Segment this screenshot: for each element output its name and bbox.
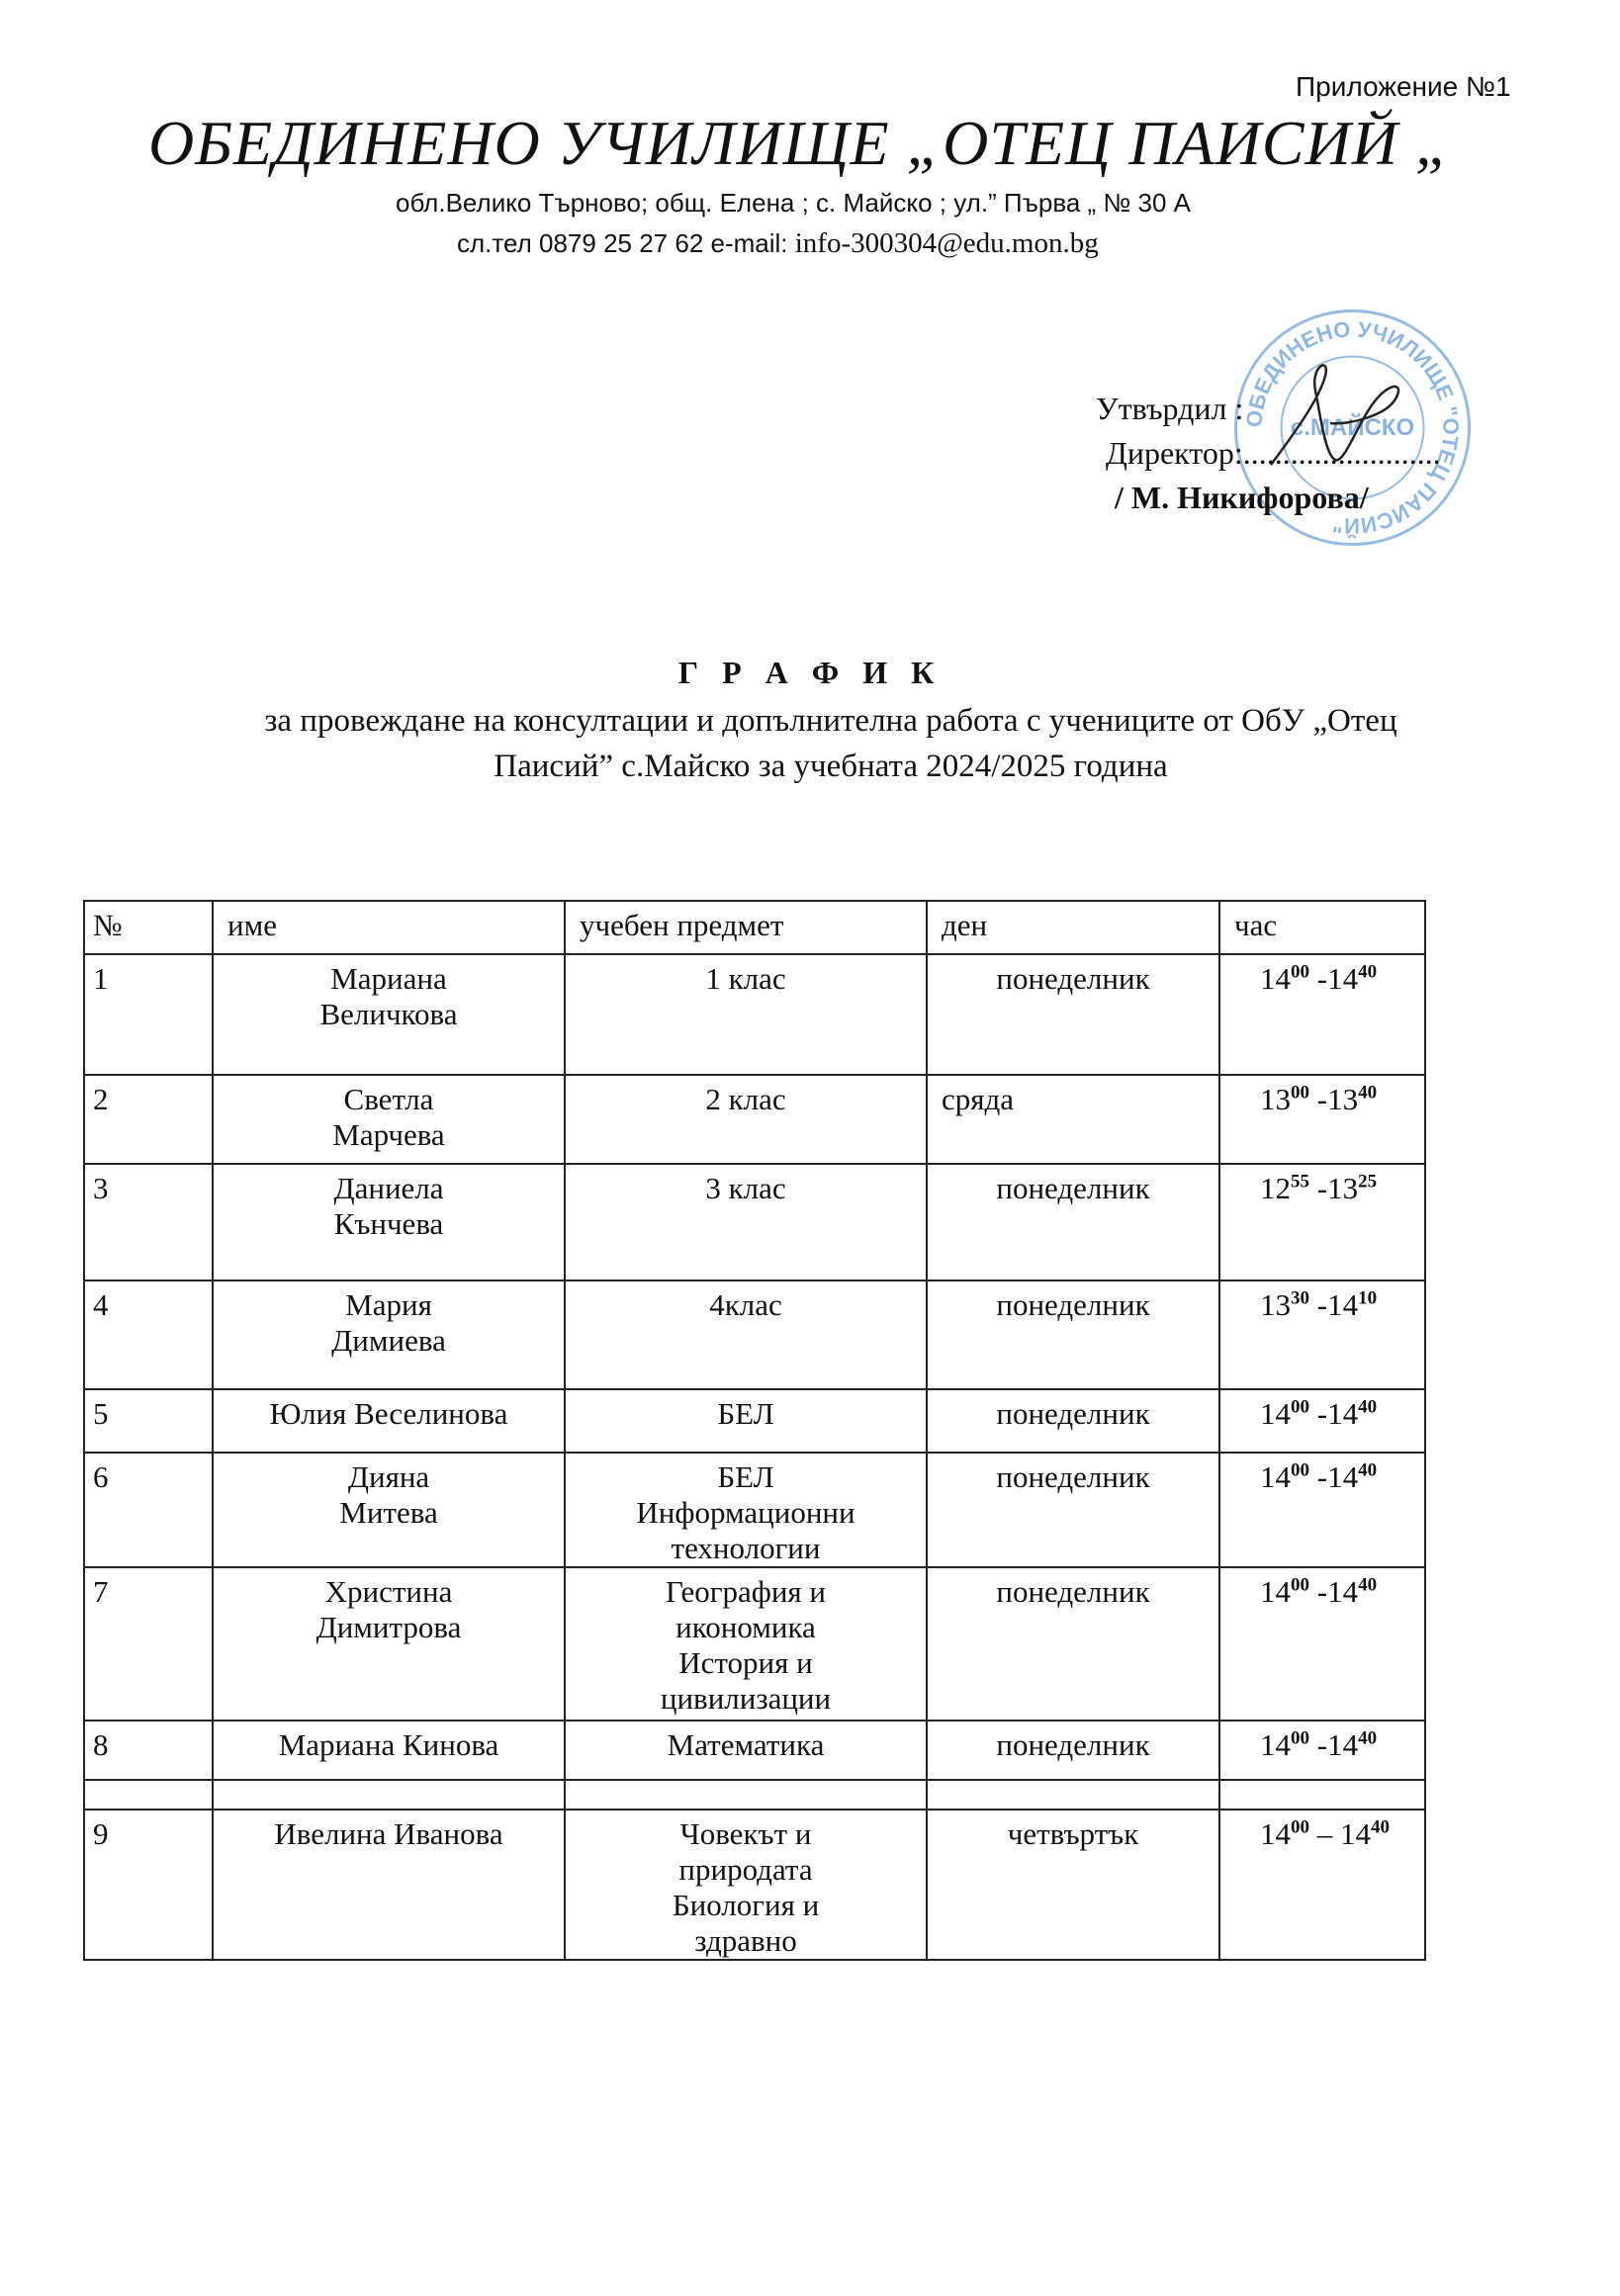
cell-name xyxy=(213,1075,565,1164)
time-separator: - xyxy=(1309,1287,1328,1322)
time-separator: - xyxy=(1309,1082,1328,1116)
time-from-minutes: 55 xyxy=(1291,1171,1309,1192)
cell-time xyxy=(1219,1780,1425,1810)
cell-time xyxy=(1219,1075,1425,1164)
time-separator: - xyxy=(1309,1396,1328,1431)
teacher-name-line: Светла xyxy=(343,1082,434,1116)
teacher-name-line: Мариана Кинова xyxy=(278,1727,499,1762)
time-to-minutes: 40 xyxy=(1358,1459,1378,1481)
stamp-ring-text: ОБЕДИНЕНО УЧИЛИЩЕ "ОТЕЦ ПАИСИЙ" xyxy=(1241,316,1464,539)
cell-name xyxy=(213,1721,565,1780)
subject-line: природата xyxy=(678,1852,813,1887)
cell-name xyxy=(213,1164,565,1280)
time-to-minutes: 40 xyxy=(1358,1396,1378,1418)
subject-line: БЕЛ xyxy=(717,1396,774,1431)
school-phone: сл.тел 0879 25 27 62 e-mail: xyxy=(457,228,795,258)
cell-time xyxy=(1219,1389,1425,1453)
row-number: 9 xyxy=(93,1816,109,1851)
cell-subject xyxy=(565,954,927,1075)
time-separator: - xyxy=(1309,1574,1328,1609)
subject-line: 1 клас xyxy=(705,961,786,996)
cell-time xyxy=(1219,1164,1425,1280)
time-to-minutes: 40 xyxy=(1358,1574,1378,1596)
time-range xyxy=(1260,1396,1377,1431)
time-from-hour: 14 xyxy=(1260,1574,1291,1609)
subtitle-line-1: за провеждане на консултации и допълнителна работа с учениците от ОбУ „Отец xyxy=(264,703,1397,739)
subject-line: 4клас xyxy=(709,1287,782,1322)
time-range xyxy=(1260,1082,1377,1116)
subject-line: здравно xyxy=(694,1923,797,1958)
time-separator: - xyxy=(1309,1459,1328,1494)
cell-subject xyxy=(565,1721,927,1780)
school-email: info-300304@edu.mon.bg xyxy=(794,227,1099,259)
time-separator: - xyxy=(1309,1727,1328,1762)
table-row xyxy=(84,1810,1425,1960)
cell-number xyxy=(84,1780,213,1810)
cell-time xyxy=(1219,954,1425,1075)
subject-line: История и xyxy=(678,1645,813,1680)
school-name: ОБЕДИНЕНО УЧИЛИЩЕ „ОТЕЦ ПАИСИЙ „ xyxy=(148,108,1452,178)
header-name: име xyxy=(213,901,565,954)
time-to-hour: 14 xyxy=(1327,1287,1359,1322)
document-subtitle xyxy=(148,698,1513,789)
row-number: 1 xyxy=(93,961,109,996)
weekday: понеделник xyxy=(996,1459,1150,1494)
teacher-name-line: Димиева xyxy=(331,1323,446,1358)
teacher-name-line: Ивелина Иванова xyxy=(274,1816,503,1851)
weekday: понеделник xyxy=(996,1727,1150,1762)
cell-day xyxy=(927,1389,1219,1453)
teacher-name-line: Митева xyxy=(339,1495,438,1530)
time-from-hour: 14 xyxy=(1260,1459,1291,1494)
time-from-hour: 12 xyxy=(1260,1171,1291,1205)
time-to-hour: 14 xyxy=(1327,1459,1359,1494)
cell-subject xyxy=(565,1075,927,1164)
cell-name xyxy=(213,1780,565,1810)
cell-number xyxy=(84,1164,213,1280)
table-row xyxy=(84,1280,1425,1389)
time-from-minutes: 00 xyxy=(1291,1082,1309,1104)
time-separator: - xyxy=(1309,1171,1328,1205)
cell-subject xyxy=(565,1453,927,1567)
cell-subject xyxy=(565,1810,927,1960)
time-range xyxy=(1260,1574,1377,1609)
time-range xyxy=(1260,1459,1377,1494)
schedule-table xyxy=(83,900,1426,1961)
teacher-name-line: Христина xyxy=(324,1574,453,1609)
cell-number xyxy=(84,954,213,1075)
subject-line: 2 клас xyxy=(705,1082,786,1116)
subject-line: Човекът и xyxy=(679,1816,812,1851)
cell-subject xyxy=(565,1280,927,1389)
cell-name xyxy=(213,1280,565,1389)
time-to-hour: 14 xyxy=(1327,1574,1359,1609)
time-from-minutes: 00 xyxy=(1291,1816,1309,1838)
time-to-hour: 14 xyxy=(1327,961,1359,996)
time-from-hour: 14 xyxy=(1260,961,1291,996)
time-to-hour: 14 xyxy=(1327,1727,1359,1762)
header-number: № xyxy=(84,901,213,954)
weekday: четвъртък xyxy=(1007,1816,1139,1851)
time-to-hour: 13 xyxy=(1327,1082,1359,1116)
teacher-name-line: Мария xyxy=(345,1287,432,1322)
cell-subject xyxy=(565,1780,927,1810)
director-name: / М. Никифорова/ xyxy=(1115,480,1369,515)
table-row xyxy=(84,1567,1425,1721)
cell-time xyxy=(1219,1810,1425,1960)
weekday: сряда xyxy=(942,1082,1015,1116)
time-range xyxy=(1260,961,1377,996)
cell-number xyxy=(84,1567,213,1721)
time-from-hour: 14 xyxy=(1260,1396,1291,1431)
cell-time xyxy=(1219,1721,1425,1780)
table-row xyxy=(84,1721,1425,1780)
subject-line: икономика xyxy=(675,1610,816,1644)
time-from-minutes: 00 xyxy=(1291,1574,1309,1596)
teacher-name-line: Юлия Веселинова xyxy=(269,1396,508,1431)
teacher-name-line: Марчева xyxy=(332,1117,445,1152)
cell-subject xyxy=(565,1164,927,1280)
teacher-name-line: Кънчева xyxy=(333,1206,444,1241)
row-number: 8 xyxy=(93,1727,109,1762)
subject-line: технологии xyxy=(671,1531,821,1565)
time-from-hour: 13 xyxy=(1260,1287,1291,1322)
cell-subject xyxy=(565,1389,927,1453)
document-title: Г Р А Ф И К xyxy=(677,655,943,690)
time-to-hour: 14 xyxy=(1340,1816,1371,1851)
cell-number xyxy=(84,1810,213,1960)
table-row xyxy=(84,1389,1425,1453)
subtitle-line-2: Паисий” с.Майско за учебната 2024/2025 година xyxy=(494,749,1168,784)
row-number: 7 xyxy=(93,1574,109,1609)
subject-line: цивилизации xyxy=(660,1681,832,1716)
cell-number xyxy=(84,1280,213,1389)
teacher-name-line: Даниела xyxy=(333,1171,444,1205)
cell-day xyxy=(927,1280,1219,1389)
cell-day xyxy=(927,1810,1219,1960)
teacher-name-line: Мариана xyxy=(330,961,447,996)
weekday: понеделник xyxy=(996,1171,1150,1205)
header-subject: учебен предмет xyxy=(565,901,927,954)
time-from-minutes: 00 xyxy=(1291,961,1309,983)
subject-line: БЕЛ xyxy=(717,1459,774,1494)
time-range xyxy=(1260,1816,1390,1851)
time-to-hour: 14 xyxy=(1327,1396,1359,1431)
subject-line: 3 клас xyxy=(705,1171,786,1205)
table-row xyxy=(84,1075,1425,1164)
cell-name xyxy=(213,1810,565,1960)
cell-day xyxy=(927,1780,1219,1810)
row-number: 4 xyxy=(93,1287,109,1322)
time-from-hour: 14 xyxy=(1260,1727,1291,1762)
time-range xyxy=(1260,1727,1377,1762)
table-header-row xyxy=(84,901,1425,954)
time-range xyxy=(1260,1171,1377,1205)
time-separator: - xyxy=(1309,961,1328,996)
header-time: час xyxy=(1219,901,1425,954)
row-number: 3 xyxy=(93,1171,109,1205)
header-day: ден xyxy=(927,901,1219,954)
subject-line: Биология и xyxy=(672,1888,820,1922)
weekday: понеделник xyxy=(996,1396,1150,1431)
cell-time xyxy=(1219,1453,1425,1567)
cell-number xyxy=(84,1389,213,1453)
cell-day xyxy=(927,1567,1219,1721)
weekday: понеделник xyxy=(996,1287,1150,1322)
director-label: Директор:......................... xyxy=(1106,435,1441,471)
cell-name xyxy=(213,1453,565,1567)
school-contacts xyxy=(457,227,1099,260)
table-row xyxy=(84,1164,1425,1280)
teacher-name-line: Дияна xyxy=(347,1459,430,1494)
time-from-minutes: 00 xyxy=(1291,1396,1309,1418)
time-to-minutes: 25 xyxy=(1358,1171,1378,1192)
table-row xyxy=(84,1780,1425,1810)
time-from-minutes: 00 xyxy=(1291,1727,1309,1749)
cell-number xyxy=(84,1075,213,1164)
table-row xyxy=(84,1453,1425,1567)
cell-day xyxy=(927,1164,1219,1280)
cell-name xyxy=(213,1567,565,1721)
time-to-minutes: 10 xyxy=(1358,1287,1378,1309)
row-number: 2 xyxy=(93,1082,109,1116)
time-to-minutes: 40 xyxy=(1358,1082,1378,1104)
cell-number xyxy=(84,1721,213,1780)
time-to-hour: 13 xyxy=(1327,1171,1359,1205)
weekday: понеделник xyxy=(996,1574,1150,1609)
annex-label: Приложение №1 xyxy=(1296,71,1511,102)
cell-name xyxy=(213,1389,565,1453)
cell-subject xyxy=(565,1567,927,1721)
time-range xyxy=(1260,1287,1377,1322)
weekday: понеделник xyxy=(996,961,1150,996)
cell-day xyxy=(927,1721,1219,1780)
time-to-minutes: 40 xyxy=(1358,961,1378,983)
time-from-minutes: 30 xyxy=(1291,1287,1309,1309)
row-number: 6 xyxy=(93,1459,109,1494)
stamp-center-text: с.МАЙСКО xyxy=(1290,414,1415,441)
school-address: обл.Велико Търново; общ. Елена ; с. Майско ; ул.” Първа „ № 30 А xyxy=(396,188,1192,218)
subject-line: Информационни xyxy=(636,1495,855,1530)
row-number: 5 xyxy=(93,1396,109,1431)
cell-time xyxy=(1219,1567,1425,1721)
subject-line: География и xyxy=(665,1574,827,1609)
cell-day xyxy=(927,954,1219,1075)
cell-day xyxy=(927,1075,1219,1164)
cell-time xyxy=(1219,1280,1425,1389)
teacher-name-line: Величкова xyxy=(319,997,458,1031)
time-to-minutes: 40 xyxy=(1358,1727,1378,1749)
cell-name xyxy=(213,954,565,1075)
table-row xyxy=(84,954,1425,1075)
subject-line: Математика xyxy=(667,1727,825,1762)
teacher-name-line: Димитрова xyxy=(315,1610,462,1644)
time-from-hour: 13 xyxy=(1260,1082,1291,1116)
time-to-minutes: 40 xyxy=(1371,1816,1390,1838)
cell-number xyxy=(84,1453,213,1567)
cell-day xyxy=(927,1453,1219,1567)
approved-label: Утвърдил : xyxy=(1096,391,1244,426)
time-from-hour: 14 xyxy=(1260,1816,1291,1851)
time-from-minutes: 00 xyxy=(1291,1459,1309,1481)
time-separator: – xyxy=(1309,1816,1340,1851)
